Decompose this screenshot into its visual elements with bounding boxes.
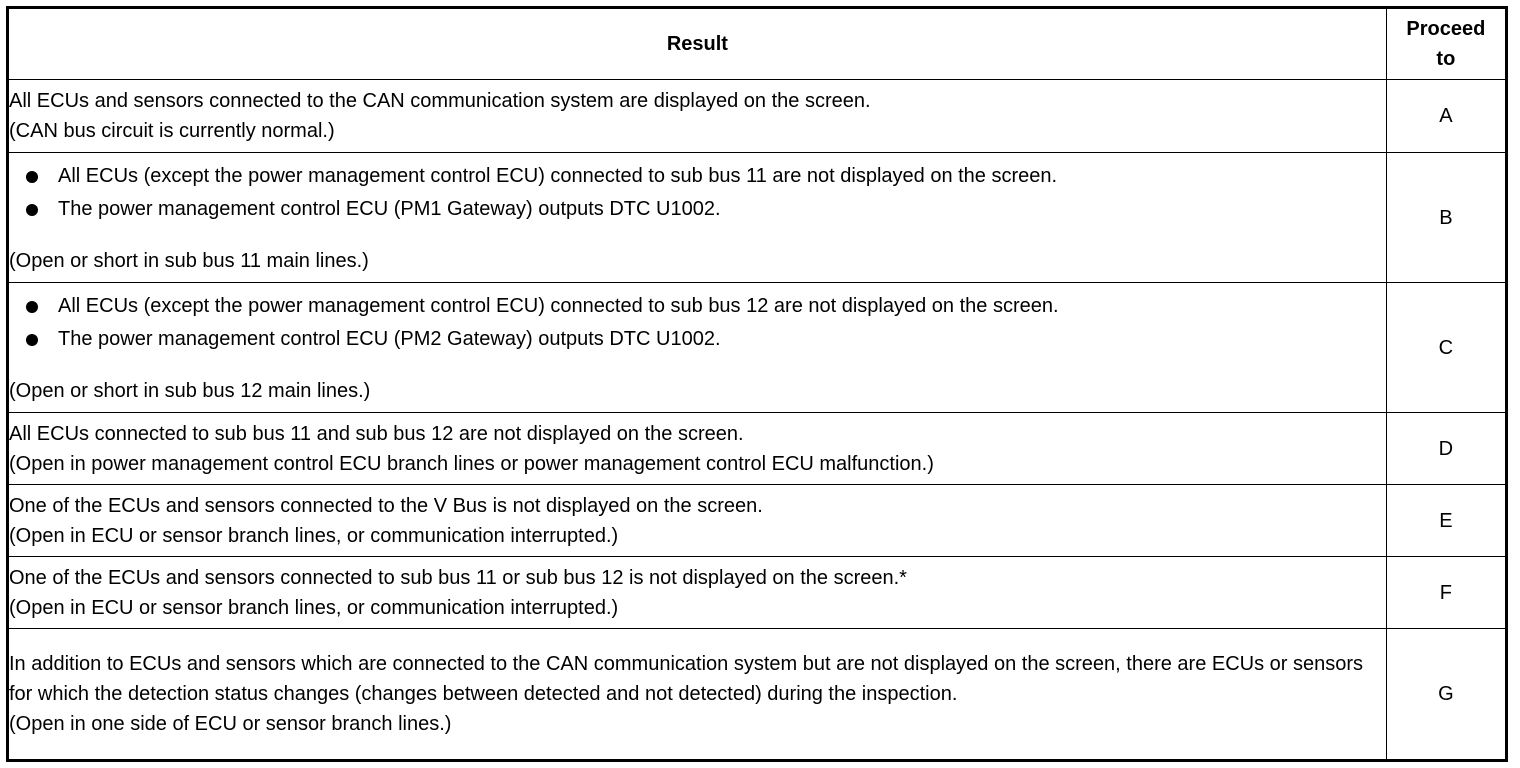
result-note: (Open in ECU or sensor branch lines, or communication interrupted.)	[9, 596, 619, 619]
result-cell	[8, 557, 1387, 629]
list-item	[9, 323, 1386, 356]
proceed-cell	[1386, 80, 1506, 153]
result-text: All ECUs and sensors connected to the CAN communication system are displayed on the screen.	[9, 90, 871, 112]
result-cell	[8, 413, 1387, 485]
proceed-value: F	[1439, 581, 1452, 604]
result-cell	[8, 485, 1387, 557]
result-text: One of the ECUs and sensors connected to the V Bus is not displayed on the screen.	[9, 494, 763, 517]
table-header-row	[8, 8, 1507, 80]
bullet-dot-icon	[26, 204, 38, 216]
proceed-cell	[1386, 153, 1506, 283]
result-note: (Open in one side of ECU or sensor branch lines.)	[9, 713, 452, 735]
result-text: All ECUs connected to sub bus 11 and sub bus 12 are not displayed on the screen.	[9, 422, 744, 445]
result-note: (Open in ECU or sensor branch lines, or communication interrupted.)	[9, 524, 619, 547]
result-note: (Open or short in sub bus 12 main lines.)	[9, 379, 371, 402]
proceed-value: G	[1438, 683, 1454, 705]
list-item	[9, 193, 1386, 226]
result-table	[6, 6, 1508, 762]
list-item	[9, 290, 1386, 323]
proceed-value: A	[1439, 105, 1453, 127]
table-row	[8, 413, 1507, 485]
result-cell	[8, 283, 1387, 413]
proceed-value: E	[1439, 509, 1453, 532]
proceed-header-line-1: Proceed	[1406, 18, 1486, 40]
bullet-text: All ECUs (except the power management control ECU) connected to sub bus 11 are not displayed on the screen.	[58, 164, 1058, 187]
list-item	[9, 160, 1386, 193]
bullet-list	[9, 160, 1386, 226]
result-column-header	[8, 8, 1387, 80]
result-cell	[8, 629, 1387, 761]
proceed-header-line-2: to	[1436, 48, 1456, 70]
spacer	[9, 226, 1386, 246]
spacer	[9, 356, 1386, 376]
result-note: (Open in power management control ECU branch lines or power management control ECU malfunction.)	[9, 452, 934, 475]
bullet-text: All ECUs (except the power management control ECU) connected to sub bus 12 are not displayed on the screen.	[58, 294, 1059, 317]
proceed-value: D	[1438, 437, 1454, 460]
proceed-cell	[1386, 283, 1506, 413]
bullet-dot-icon	[26, 171, 38, 183]
result-header-label: Result	[666, 33, 728, 55]
bullet-text: The power management control ECU (PM2 Gateway) outputs DTC U1002.	[58, 327, 721, 350]
table-row	[8, 485, 1507, 557]
proceed-cell	[1386, 629, 1506, 761]
table-row	[8, 629, 1507, 761]
proceed-cell	[1386, 485, 1506, 557]
bullet-dot-icon	[26, 301, 38, 313]
proceed-column-header	[1386, 8, 1506, 80]
result-cell	[8, 80, 1387, 153]
result-cell	[8, 153, 1387, 283]
proceed-cell	[1386, 413, 1506, 485]
result-note: (CAN bus circuit is currently normal.)	[9, 120, 335, 142]
result-text: One of the ECUs and sensors connected to sub bus 11 or sub bus 12 is not displayed on the screen.*	[9, 566, 907, 589]
table-row	[8, 153, 1507, 283]
proceed-cell	[1386, 557, 1506, 629]
bullet-text: The power management control ECU (PM1 Gateway) outputs DTC U1002.	[58, 197, 721, 220]
table-row	[8, 283, 1507, 413]
proceed-value: B	[1439, 206, 1453, 229]
table-row	[8, 80, 1507, 153]
bullet-dot-icon	[26, 334, 38, 346]
result-text: In addition to ECUs and sensors which are connected to the CAN communication system but are not displayed on the screen, there are ECUs or sensors for which the detection status changes (changes between detected and not detected) during the inspection.	[9, 653, 1364, 705]
proceed-value: C	[1438, 336, 1454, 359]
result-note: (Open or short in sub bus 11 main lines.)	[9, 249, 369, 272]
table-row	[8, 557, 1507, 629]
bullet-list	[9, 290, 1386, 356]
